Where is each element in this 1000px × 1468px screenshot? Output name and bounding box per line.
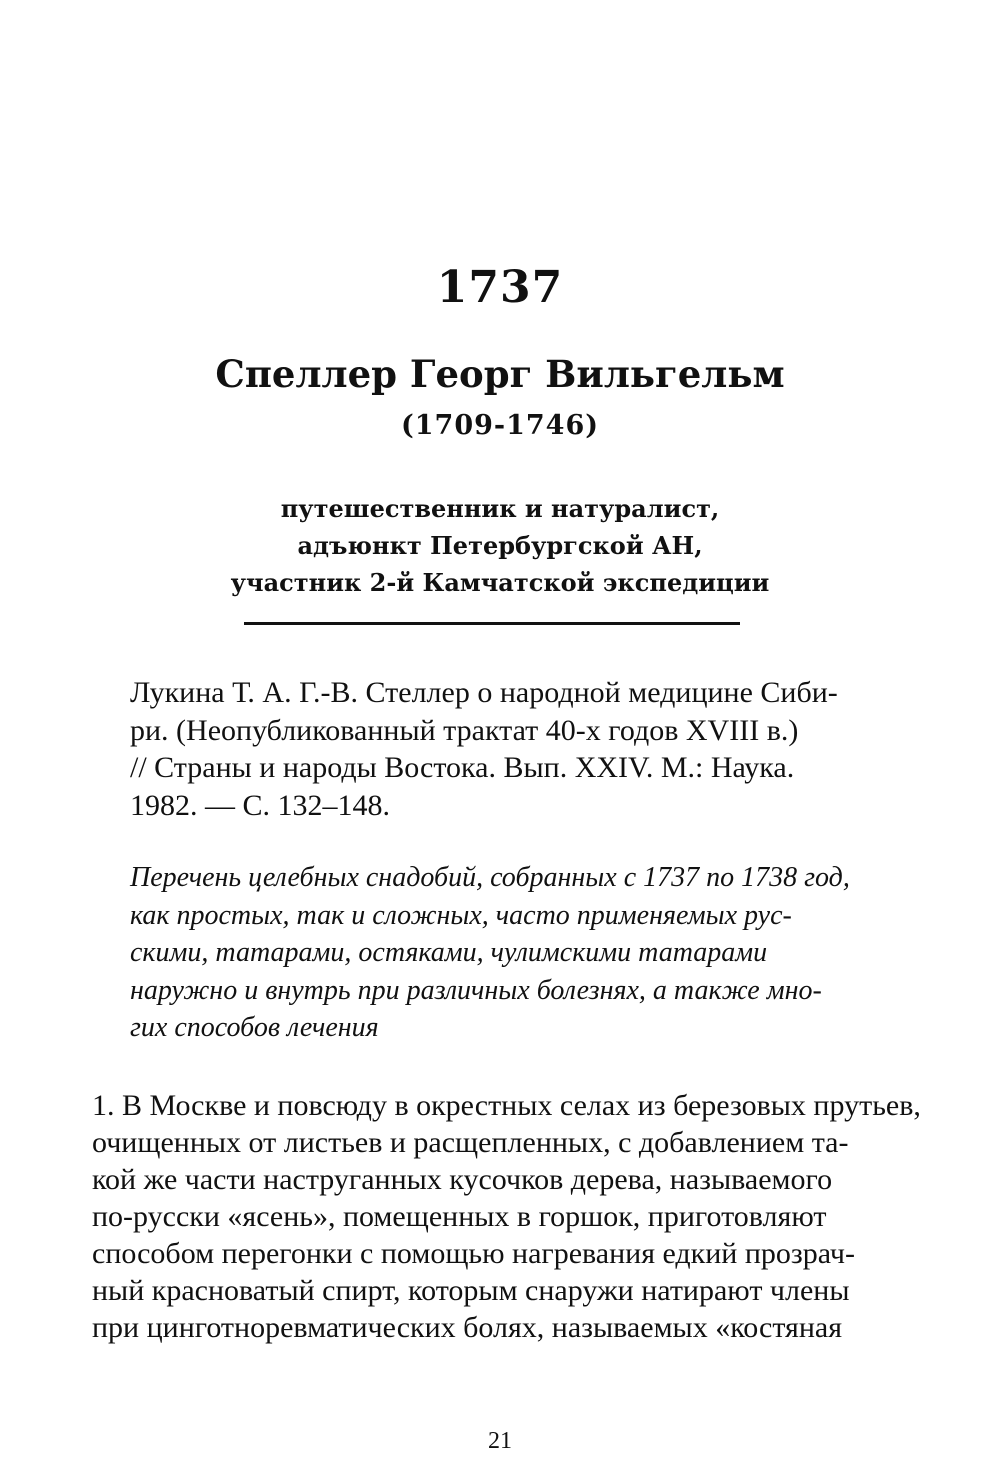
treatise-title-line: гих способов лечения — [130, 1012, 379, 1043]
body-text-line: 1. В Москве и повсюду в окрестных селах из березовых прутьев, — [92, 1089, 921, 1122]
person-name: Спеллер Георг Вильгельм — [215, 352, 785, 396]
person-role-line: участник 2-й Камчатской экспедиции — [230, 568, 770, 597]
person-role-line: путешественник и натуралист, — [280, 494, 720, 523]
person-lifespan: (1709-1746) — [400, 410, 600, 441]
reference-line: Лукина Т. А. Г.-В. Стеллер о народной медицине Сиби- — [130, 676, 838, 709]
page-number: 21 — [488, 1428, 512, 1454]
body-text-line: при цинготноревматических болях, называемых «костяная — [92, 1311, 842, 1344]
body-text-line: способом перегонки с помощью нагревания едкий прозрач- — [92, 1237, 855, 1270]
treatise-title-line: Перечень целебных снадобий, собранных с 1737 по 1738 год, — [130, 862, 850, 893]
reference-line: ри. (Неопубликованный трактат 40-х годов XVIII в.) — [130, 714, 799, 747]
reference-line: 1982. — С. 132–148. — [130, 789, 391, 822]
treatise-title-line: наружно и внутрь при различных болезнях, а также мно- — [130, 975, 822, 1006]
body-text-line: очищенных от листьев и расщепленных, с добавлением та- — [92, 1126, 849, 1159]
body-text-line: по-русски «ясень», помещенных в горшок, приготовляют — [92, 1200, 827, 1233]
body-text-line: кой же части наструганных кусочков дерева, называемого — [92, 1163, 833, 1196]
body-text-line: ный красноватый спирт, которым снаружи натирают члены — [92, 1274, 850, 1307]
section-divider — [244, 622, 740, 625]
treatise-title-line: как простых, так и сложных, часто применяемых рус- — [130, 900, 792, 931]
reference-line: // Страны и народы Востока. Вып. XXIV. М.: Наука. — [130, 751, 795, 784]
person-role-line: адъюнкт Петербургской АН, — [297, 531, 703, 560]
treatise-title-line: скими, татарами, остяками, чулимскими татарами — [130, 937, 768, 968]
entry-year: 1737 — [436, 262, 564, 313]
